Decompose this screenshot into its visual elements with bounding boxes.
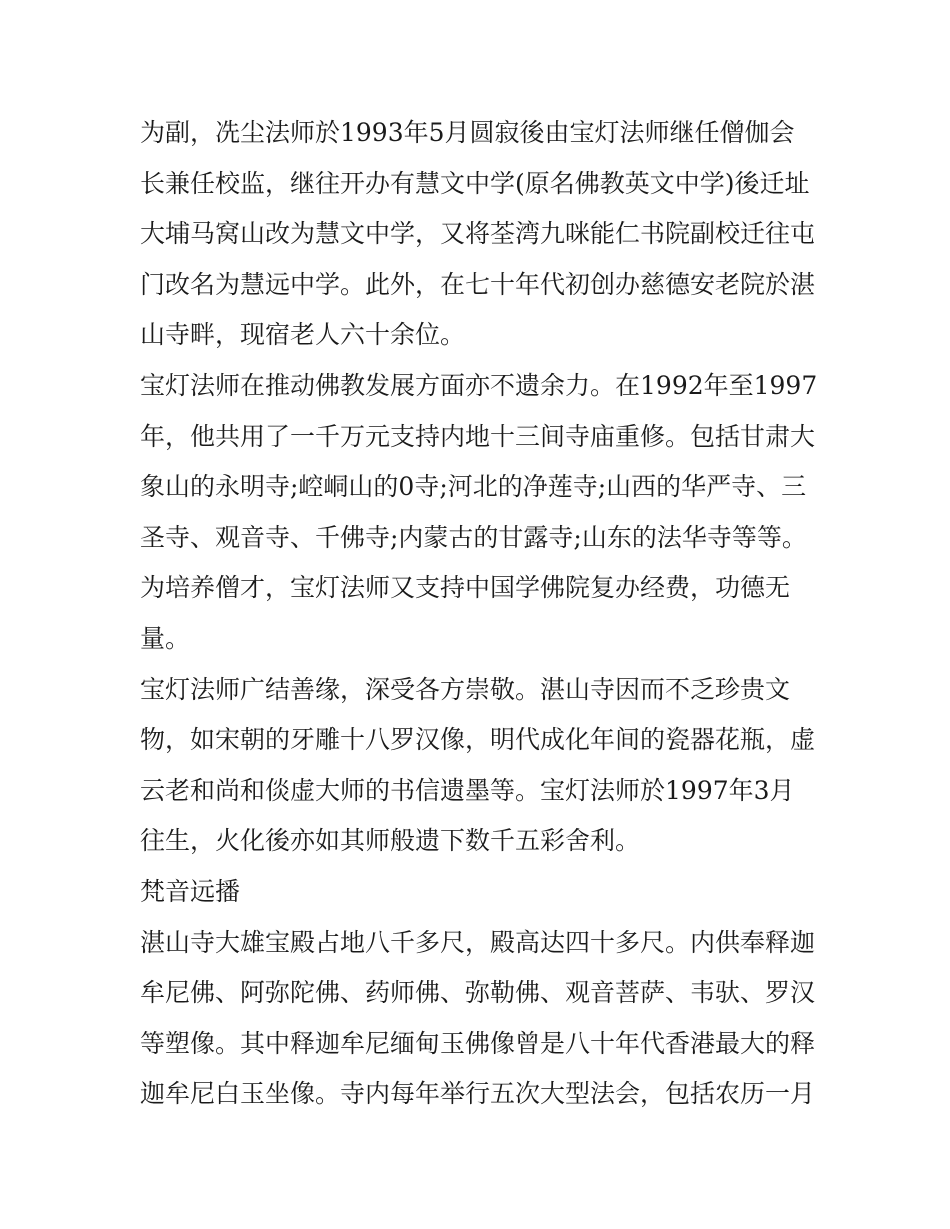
text-line-2: 长兼任校监，继往开办有慧文中学(原名佛教英文中学)後迁址 [140,168,810,198]
text-line-8: 象山的永明寺;崆峒山的0寺;河北的净莲寺;山西的华严寺、三 [140,472,807,502]
text-line-11: 量。 [140,623,191,653]
text-line-12: 宝灯法师广结善缘，深受各方崇敬。湛山寺因而不乏珍贵文 [140,674,791,704]
text-line-10: 为培养僧才，宝灯法师又支持中国学佛院复办经费，功德无 [140,573,791,603]
text-line-9: 圣寺、观音寺、千佛寺;内蒙古的甘露寺;山东的法华寺等等。 [140,522,807,552]
text-line-15: 往生，火化後亦如其师般遗下数千五彩舍利。 [140,826,641,856]
text-line-1: 为副，冼尘法师於1993年5月圆寂後由宝灯法师继任僧伽会 [140,118,795,147]
text-line-6: 宝灯法师在推动佛教发展方面亦不遗余力。在1992年至1997 [140,370,818,400]
text-line-3: 大埔马窝山改为慧文中学，又将荃湾九咪能仁书院副校迁往屯 [140,219,816,249]
text-line-14: 云老和尚和倓虚大师的书信遗墨等。宝灯法师於1997年3月 [140,775,795,805]
document-body [140,108,820,1120]
text-line-19: 等塑像。其中释迦牟尼缅甸玉佛像曾是八十年代香港最大的释 [140,1028,816,1058]
text-line-17: 湛山寺大雄宝殿占地八千多尺，殿高达四十多尺。内供奉释迦 [140,927,816,957]
section-heading: 梵音远播 [140,876,241,906]
text-line-18: 牟尼佛、阿弥陀佛、药师佛、弥勒佛、观音菩萨、韦驮、罗汉 [140,978,816,1008]
text-line-13: 物，如宋朝的牙雕十八罗汉像，明代成化年间的瓷器花瓶，虚 [140,725,816,755]
text-line-5: 山寺畔，现宿老人六十余位。 [140,320,466,350]
text-line-7: 年，他共用了一千万元支持内地十三间寺庙重修。包括甘肃大 [140,421,816,451]
text-line-20: 迦牟尼白玉坐像。寺内每年举行五次大型法会，包括农历一月 [140,1079,816,1109]
text-line-4: 门改名为慧远中学。此外，在七十年代初创办慈德安老院於湛 [140,269,816,299]
